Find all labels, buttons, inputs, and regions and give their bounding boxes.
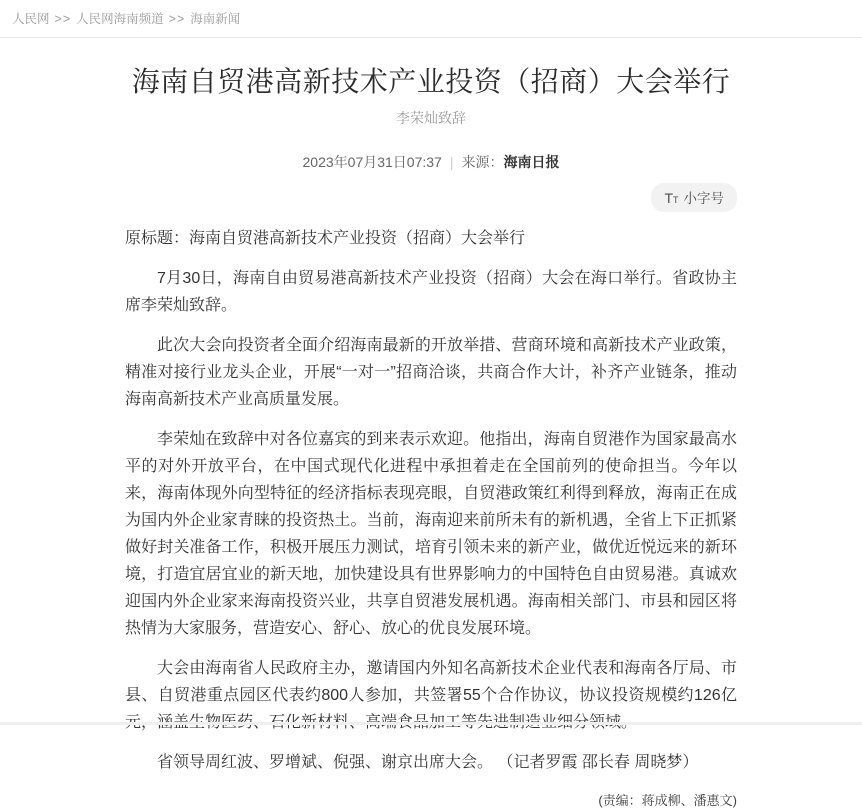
article-toolbar — [125, 183, 737, 212]
content-column — [125, 64, 737, 809]
breadcrumb-link-peoples-daily[interactable]: 人民网 — [12, 12, 50, 26]
article-paragraph: 7月30日，海南自由贸易港高新技术产业投资（招商）大会在海口举行。省政协主席李荣灿致辞。 — [125, 270, 737, 314]
article-paragraph: 大会由海南省人民政府主办，邀请国内外知名高新技术企业代表和海南各厅局、市县、自贸港重点园区代表约800人参加，共签署55个合作协议，协议投资规模约126亿 — [125, 660, 737, 704]
font-size-button-label: 小字号 — [683, 191, 724, 206]
breadcrumb — [0, 0, 862, 38]
source-label: 来源： — [461, 154, 504, 170]
article-meta — [125, 152, 737, 172]
meta-divider: | — [449, 154, 454, 170]
article-subtitle: 李荣灿致辞 — [396, 110, 466, 126]
article-paragraph: 此次大会向投资者全面介绍海南最新的开放举措、营商环境和高新技术产业政策，精准对接行业龙头企业，开展“一对一”招商洽谈，共商合作大计，补齐产业链条，推动海南高新技术产业高质量发展。 — [125, 337, 737, 408]
original-title-line: 原标题：海南自贸港高新技术产业投资（招商）大会举行 — [125, 230, 526, 247]
article-paragraph: 省领导周红波、罗增斌、倪强、谢京出席大会。 （记者罗霞 邵长春 周晓梦） — [157, 754, 699, 771]
article-body — [125, 225, 737, 776]
font-size-icon: T — [664, 190, 673, 206]
breadcrumb-separator: >> — [54, 12, 72, 26]
breadcrumb-separator: >> — [168, 12, 186, 26]
breadcrumb-link-hainan-news[interactable]: 海南新闻 — [190, 12, 241, 26]
page-title: 海南自贸港高新技术产业投资（招商）大会举行 — [131, 66, 731, 97]
font-size-button[interactable] — [651, 183, 737, 212]
breadcrumb-link-hainan-channel[interactable]: 人民网海南频道 — [76, 12, 164, 26]
article-paragraph: 李荣灿在致辞中对各位嘉宾的到来表示欢迎。他指出，海南自贸港作为国家最高水平的对外开放平台，在中国式现代化进程中承担着走在全国前列的使命担当。今年以来，海南体现外向型特征的经济指标表现亮眼，自贸港政策红利得到释放，海南正在成为国内外企业家青睐的投资热土。当前，海南迎来前所未有的新机遇，全省上下正抓紧做好封关准备工作，积极开展压力测试，培育引领未来的新产业，做优近悦远来的新环境，打造宜居宜业的新天地，加快建设具有世界影响力的中国特色自由贸易港。真诚欢迎国内外企业家来海南投资兴业，共享自贸港发展机遇。海南相关部门、市县和园区将热情为大家服务，营造安心、舒心、放心的优良发展环境。 — [125, 431, 737, 637]
source-link[interactable]: 海南日报 — [503, 154, 560, 170]
font-size-icon-small: T — [673, 195, 679, 205]
publish-date: 2023年07月31日07:37 — [302, 154, 442, 170]
editor-note: (责编：蒋成柳、潘惠文) — [598, 793, 737, 808]
page-bottom-divider — [0, 722, 862, 725]
